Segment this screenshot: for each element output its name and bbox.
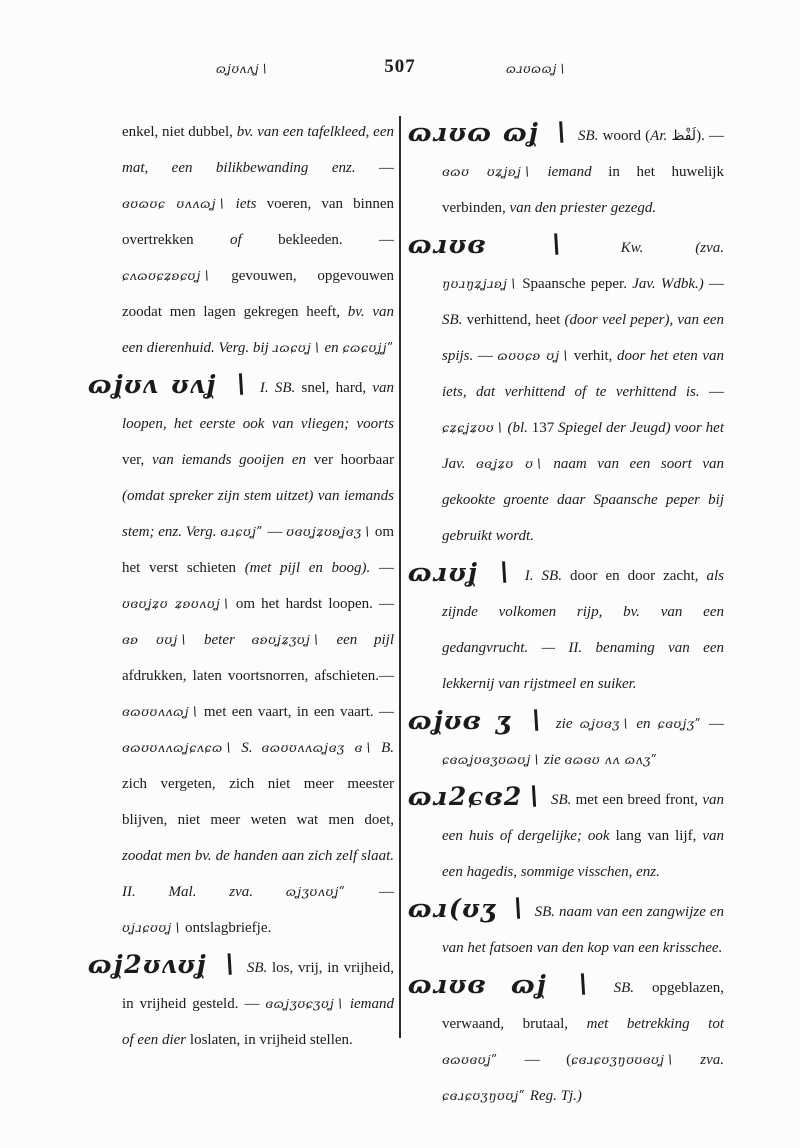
text-run: SB.	[246, 960, 272, 976]
dictionary-entry	[408, 114, 724, 226]
text-run: voeren, van binnen overtrekken	[122, 196, 394, 248]
text-run: om het hardst loopen. —	[235, 596, 394, 612]
dictionary-entry	[408, 890, 724, 966]
javanese-inline-text: ɞɹɕʊʝʺ	[220, 524, 268, 539]
header-catchword-left-javanese: ɷʝʊʌʌʝ∖	[216, 62, 268, 76]
javanese-inline-text: ɞʚ ʊʊʝ∖	[122, 632, 205, 647]
arabic-text: لَفْظ	[671, 128, 697, 144]
javanese-headword: ɷʝʊʌ ʊʌʝ ∖	[88, 370, 260, 399]
javanese-inline-text: ɞɷʊʊʌʌɷʝɞʒ ɞ∖	[261, 740, 382, 755]
column-divider-rule	[399, 116, 401, 1038]
javanese-inline-text: ɞɷʝʒʊɕʒʊʝ∖	[265, 996, 350, 1011]
javanese-headword: ɷɹʊɞ ɷʝ ∖	[408, 970, 614, 999]
text-run: SB.	[550, 792, 576, 808]
text-run: afdrukken, laten voortsnorren, afschieten.—	[122, 668, 394, 684]
text-run: —	[379, 884, 394, 900]
text-run: Spaansche peper.	[522, 276, 633, 292]
dictionary-entry	[408, 226, 724, 554]
text-run: iets	[235, 196, 267, 212]
left-column	[88, 114, 394, 1058]
text-run: B.	[381, 740, 395, 756]
text-run: iemand	[547, 164, 609, 180]
text-run: met betrekking tot	[586, 1016, 724, 1032]
text-run: zie	[544, 752, 565, 768]
text-run: (met pijl en boog).	[244, 560, 379, 576]
javanese-inline-text: ɞɷʊʊʌʌɷʝɕʌɕɷ∖	[122, 740, 242, 755]
text-run: SB.	[578, 128, 603, 144]
javanese-headword: ɷɹ(ʊʒ ∖	[408, 894, 535, 923]
text-run: enkel, niet dubbel,	[122, 124, 237, 140]
javanese-inline-text: ɕɷɕʊʝʝʺ	[342, 340, 394, 355]
text-run: ver hoorbaar	[313, 452, 394, 468]
dictionary-entry	[88, 366, 394, 946]
dictionary-entry	[408, 554, 724, 702]
text-run: —	[379, 560, 394, 576]
text-run: bekleeden. —	[278, 232, 394, 248]
text-run: (bl.	[507, 420, 532, 436]
text-run: SB.	[442, 312, 467, 328]
text-run: om het verst schieten	[122, 524, 394, 576]
text-run: beter	[204, 632, 252, 648]
text-run: met een vaart, in een vaart. —	[203, 704, 394, 720]
header-catchword-right-javanese: ɷɹʊɷɷʝ∖	[506, 62, 566, 76]
text-run: verhit,	[573, 348, 617, 364]
javanese-inline-text: ɕʑɕʝʑʊʊ∖	[442, 420, 508, 435]
text-run: lang van lijf,	[615, 828, 703, 844]
text-run: — (	[524, 1052, 572, 1068]
javanese-inline-text: ʊɞʊʝʑʊ ʑʚʊʌʊʝ∖	[122, 596, 236, 611]
text-run: Jav. Wdbk.)	[632, 276, 709, 292]
text-run: bv. van een dierenhuid. Verg. bij	[122, 304, 394, 356]
javanese-headword: ɷɹʊɞ ∖	[408, 230, 621, 259]
text-run: 137	[531, 420, 558, 436]
page-number: 507	[384, 56, 416, 77]
text-run: ). —	[696, 128, 725, 144]
text-run: gevouwen, opgevouwen zoodat men lagen gekregen heeft,	[122, 268, 394, 320]
text-run: —	[709, 276, 724, 292]
text-run: verhittend, heet	[466, 312, 565, 328]
dictionary-entry	[408, 778, 724, 890]
javanese-inline-text: ɞʊɷʊɕ ʊʌʌɷʝ∖	[122, 196, 236, 211]
javanese-inline-text: ɕʌɷʊɕʑʚɕʊʝ∖	[122, 268, 232, 283]
javanese-inline-text: ʊʝɹɕʊʊʝ∖	[122, 920, 185, 935]
text-run: Reg. Tj.)	[529, 1088, 582, 1104]
javanese-inline-text: ɕɞɹɕʊʒŋʊʊɞʊʝ∖	[571, 1052, 701, 1067]
javanese-inline-text: ɕɞɹɕʊʒŋʊʊʝʺ	[442, 1088, 530, 1103]
text-run: van een huis of dergelijke; ook	[442, 792, 724, 844]
text-run: van iemands gooijen en	[152, 452, 314, 468]
dictionary-entry	[408, 702, 724, 778]
text-run: of	[230, 232, 279, 248]
text-run: (door veel peper), van een spijs.	[442, 312, 724, 364]
text-run: I. SB.	[524, 568, 570, 584]
text-run: door en door zacht,	[569, 568, 707, 584]
javanese-headword: ɷɹʊɷ ɷʝ ∖	[408, 118, 579, 147]
text-run: in het huwelijk verbinden,	[442, 164, 724, 216]
text-run: —	[267, 524, 287, 540]
text-run: snel, hard,	[301, 380, 373, 396]
javanese-inline-text: ŋʊɹŋʑʝɹʚʝ∖	[442, 276, 523, 291]
text-run: van een hagedis, sommige visschen, enz.	[442, 828, 724, 880]
dictionary-entry	[408, 966, 724, 1114]
text-run: SB.	[613, 980, 652, 996]
text-run: iemand of een dier	[122, 996, 394, 1048]
text-run: —	[708, 716, 724, 732]
text-run: van loopen, het eerste ook van vliegen; voorts	[122, 380, 394, 432]
text-run: zva.	[700, 1052, 724, 1068]
text-run: opgeblazen, verwaand, brutaal,	[442, 980, 724, 1032]
javanese-inline-text: ɷʝʊɞʒ∖	[579, 716, 637, 731]
text-run: loslaten, in vrijheid stellen.	[189, 1032, 353, 1048]
text-run: zoodat men bv. de handen aan zich zelf slaat. II. Mal. zva.	[122, 848, 394, 900]
javanese-inline-text: ɹɷɕʊʝ∖	[272, 340, 325, 355]
text-run: woord (	[602, 128, 651, 144]
javanese-inline-text: ɞɞʝʑʊ ʊ∖	[476, 456, 554, 471]
javanese-headword: ɷʝ2ʊʌʊʝ ∖	[88, 950, 247, 979]
javanese-inline-text: ɞɷʊʊʌʌɷʝ∖	[122, 704, 204, 719]
text-run: en	[324, 340, 343, 356]
text-run: ver,	[122, 452, 153, 468]
javanese-inline-text: ɕɞʊʝʒʺ	[657, 716, 709, 731]
javanese-headword: ɷʝʊɞ ʒ ∖	[408, 706, 556, 735]
text-run: (omdat spreker zijn stem uitzet) van iemands stem; enz. Verg.	[122, 488, 394, 540]
text-run: met een breed front,	[575, 792, 703, 808]
javanese-headword: ɷɹʊʝ ∖	[408, 558, 525, 587]
text-run: bv. van een tafelkleed, een mat, een bilikbewanding enz.	[122, 124, 394, 176]
text-run: ontslagbriefje.	[185, 920, 272, 936]
dictionary-entry	[88, 946, 394, 1058]
text-run: —	[379, 160, 394, 176]
text-run: —	[709, 384, 724, 400]
text-run: een pijl	[336, 632, 394, 648]
text-run: Kw. (zva.	[620, 240, 725, 256]
text-run: SB. naam van een zangwijze en van het fatsoen van den kop van een krisschee.	[442, 904, 724, 956]
text-run: naam van een soort van gekookte groente daar Spaansche peper bij gebruikt wordt.	[442, 456, 725, 544]
javanese-inline-text: ɷʝʒʊʌʊʝʺ	[285, 884, 379, 899]
javanese-inline-text: ɕɞɷʝʊɞʒʊɷʊʝ∖	[442, 752, 545, 767]
text-run: door het eten van iets, dat verhittend of te verhittend is.	[442, 348, 724, 400]
javanese-inline-text: ɞɷʊ ʊʑʝʚʝ∖	[442, 164, 548, 179]
javanese-inline-text: ɞɷʊɞʊʝʺ	[442, 1052, 525, 1067]
javanese-headword: ɷɹ2ɕɞ2∖	[408, 782, 551, 811]
right-column	[408, 114, 724, 1114]
text-run: als zijnde volkomen rijp, bv. van een gedangvrucht. — II. benaming van een lekkernij van rijstmeel en suiker.	[442, 568, 724, 692]
javanese-inline-text: ɞɷɞʊ ʌʌ ɷʌʒʺ	[564, 752, 658, 767]
text-run: S.	[241, 740, 262, 756]
text-run: en	[636, 716, 658, 732]
text-run: —	[477, 348, 498, 364]
page-header	[0, 56, 800, 90]
text-run: Spiegel der Jeugd) voor het Jav.	[442, 420, 724, 472]
text-run: I. SB.	[259, 380, 302, 396]
text-run: los, vrij, in vrijheid, in vrijheid gesteld. —	[122, 960, 394, 1012]
text-run: Ar.	[650, 128, 672, 144]
javanese-inline-text: ɷʊʊɕʚ ʊʝ∖	[497, 348, 574, 363]
dictionary-entry	[88, 114, 394, 366]
javanese-inline-text: ɞʚʊʝʑʒʊʝ∖	[251, 632, 337, 647]
text-run: van den priester gezegd.	[509, 200, 657, 216]
javanese-inline-text: ʊɞʊʝʑʊʚʝɞʒ∖	[286, 524, 375, 539]
text-run: zie	[555, 716, 580, 732]
text-run: zich vergeten, zich niet meer meester blijven, niet meer weten wat men doet,	[122, 776, 394, 828]
